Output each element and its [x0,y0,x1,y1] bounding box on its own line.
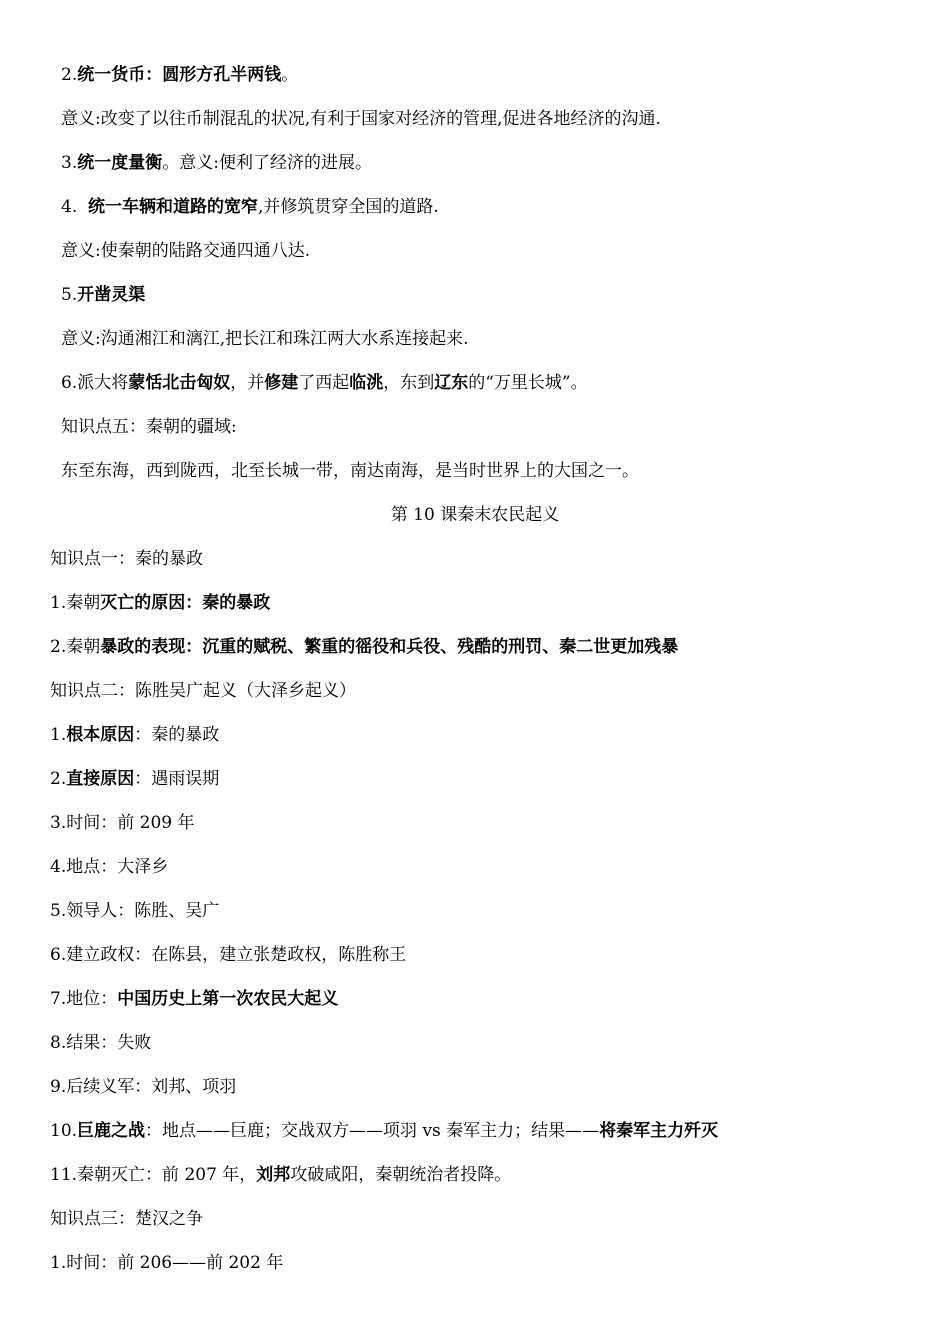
item-great-wall: 6.派大将蒙恬北击匈奴，并修建了西起临洮，东到辽东的“万里长城”。 [61,373,588,393]
item-lingqu-canal: 5.开凿灵渠 [61,285,146,305]
item-place: 4.地点：大泽乡 [50,857,169,877]
meaning-canal: 意义:沟通湘江和漓江,把长江和珠江两大水系连接起来. [61,329,469,349]
item-fall-reason: 1.秦朝灭亡的原因：秦的暴政 [50,593,271,613]
item-time: 3.时间：前 209 年 [50,813,195,833]
item-follow-up-armies: 9.后续义军：刘邦、项羽 [50,1077,237,1097]
item-result: 8.结果：失败 [50,1033,152,1053]
item-status: 7.地位：中国历史上第一次农民大起义 [50,989,339,1009]
item-battle-julu: 10.巨鹿之战：地点——巨鹿；交战双方——项羽 vs 秦军主力；结果——将秦军主力歼灭 [50,1121,719,1141]
item-leaders: 5.领导人：陈胜、吴广 [50,901,220,921]
item-unify-currency: 2.统一货币：圆形方孔半两钱。 [61,65,299,85]
item-root-cause: 1.根本原因：秦的暴政 [50,725,220,745]
heading-point-two: 知识点二：陈胜吴广起义（大泽乡起义） [50,681,356,701]
item-chu-han-time: 1.时间：前 206——前 202 年 [50,1253,284,1273]
item-tyranny-signs: 2.秦朝暴政的表现：沉重的赋税、繁重的徭役和兵役、残酷的刑罚、秦二世更加残暴 [50,637,679,657]
item-unify-roads: 4. 统一车辆和道路的宽窄,并修筑贯穿全国的道路. [61,197,439,217]
territory-text: 东至东海，西到陇西，北至长城一带，南达南海，是当时世界上的大国之一。 [61,461,639,481]
item-qin-fall: 11.秦朝灭亡：前 207 年，刘邦攻破咸阳，秦朝统治者投降。 [50,1165,512,1185]
meaning-currency: 意义:改变了以往币制混乱的状况,有利于国家对经济的管理,促进各地经济的沟通. [61,109,661,129]
item-regime: 6.建立政权：在陈县，建立张楚政权，陈胜称王 [50,945,407,965]
lesson-title: 第 10 课秦末农民起义 [390,505,560,525]
heading-point-five: 知识点五：秦朝的疆域: [61,417,237,437]
heading-point-one: 知识点一：秦的暴政 [50,549,203,569]
meaning-roads: 意义:使秦朝的陆路交通四通八达. [61,241,311,261]
item-direct-cause: 2.直接原因：遇雨误期 [50,769,220,789]
item-unify-measures: 3.统一度量衡。意义:便利了经济的进展。 [61,153,372,173]
heading-point-three: 知识点三：楚汉之争 [50,1209,203,1229]
